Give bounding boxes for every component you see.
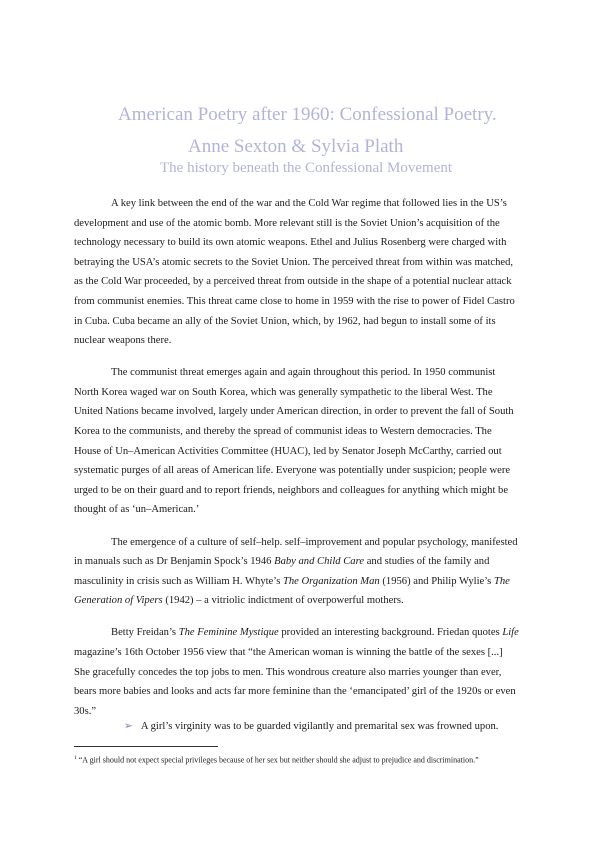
footnote-separator xyxy=(74,746,218,747)
footnote-marker: 1 xyxy=(74,755,77,761)
paragraph-cold-war: A key link between the end of the war and the Cold War regime that followed lies in the US’s development and use of the atomic bomb. More relevant still is the Soviet Union’s acquisition of the technology necessary to build its own atomic weapons. Ethel and Julius Rosenberg were charged with betraying the USA’s atomic secrets to the Soviet Union. The perceived threat from within was matched, as the Cold War proceeded, by a perceived threat from outside in the shape of a potential nuclear attack from communist enemies. This threat came close to home in 1959 with the rise to power of Fidel Castro in Cuba. Cuba became an ally of the Soviet Union, which, by 1962, had begun to install some of its nuclear weapons there. xyxy=(74,198,515,347)
paragraph-communist-threat: The communist threat emerges again and again throughout this period. In 1950 communist North Korea waged war on South Korea, which was generally sympathetic to the liberal West. The United Nations became involved, largely under American direction, in order to prevent the fall of South Korea to the communists, and thereby the spread of communist ideas to Western democracies. The House of Un–American Activities Committee (HUAC), led by Senator Joseph McCarthy, carried out systematic purges of all areas of American life. Everyone was potentially under suspicion; people were urged to be on their guard and to report friends, neighbors and colleagues for anything which might be thought of as ‘un–American.’ xyxy=(74,367,514,516)
body-text xyxy=(74,194,520,734)
section-subtitle: The history beneath the Confessional Movement xyxy=(160,160,453,176)
p3-text-g: (1942) – a vitriolic indictment of overpowerful mothers. xyxy=(162,595,404,607)
book-title-generation-of-vipers: The Generation of Vipers xyxy=(74,575,510,607)
title-line-1: American Poetry after 1960: Confessional Poetry. xyxy=(118,103,497,125)
p3-text-c: and studies of the family and masculinity in crisis such as William H. Whyte’s xyxy=(74,556,490,587)
footnote xyxy=(74,752,520,767)
book-title-organization-man: The Organization Man xyxy=(282,575,380,587)
arrow-bullet-icon: ➢ xyxy=(124,721,133,732)
book-title-feminine-mystique: The Feminine Mystique xyxy=(178,627,279,639)
magazine-title-life: Life xyxy=(502,627,519,639)
p3-text-a: The emergence of a culture of self–help. self–improvement and popular psychology, manifested in manuals such as Dr Benjamin Spock’s 1946 xyxy=(74,536,518,568)
p4-text-a: Betty Freidan’s xyxy=(111,627,179,639)
footnote-text: “A girl should not expect special privileges because of her sex but neither should she adjust to prejudice and discrimination.” xyxy=(76,755,479,765)
document-title xyxy=(118,99,538,163)
title-line-2: Anne Sexton & Sylvia Plath xyxy=(188,135,404,157)
bullet-item xyxy=(124,719,544,735)
paragraph-feminine-mystique xyxy=(74,623,520,721)
p4-text-e: magazine’s 16th October 1956 view that “the American woman is winning the battle of the sexes [...] She gracefully concedes the top jobs to men. This wondrous creature also marries younger than ever, bears more babies and looks and acts far more feminine than the ‘emancipated’ girl of the 1920s or even 30s.” xyxy=(74,646,516,717)
book-title-baby-and-child-care: Baby and Child Care xyxy=(274,556,365,568)
bullet-text: A girl’s virginity was to be guarded vigilantly and premarital sex was frowned upon. xyxy=(140,721,499,732)
p4-text-c: provided an interesting background. Friedan quotes xyxy=(278,627,503,639)
p3-text-e: (1956) and Philip Wylie’s xyxy=(379,575,494,587)
paragraph-self-help xyxy=(74,533,520,611)
